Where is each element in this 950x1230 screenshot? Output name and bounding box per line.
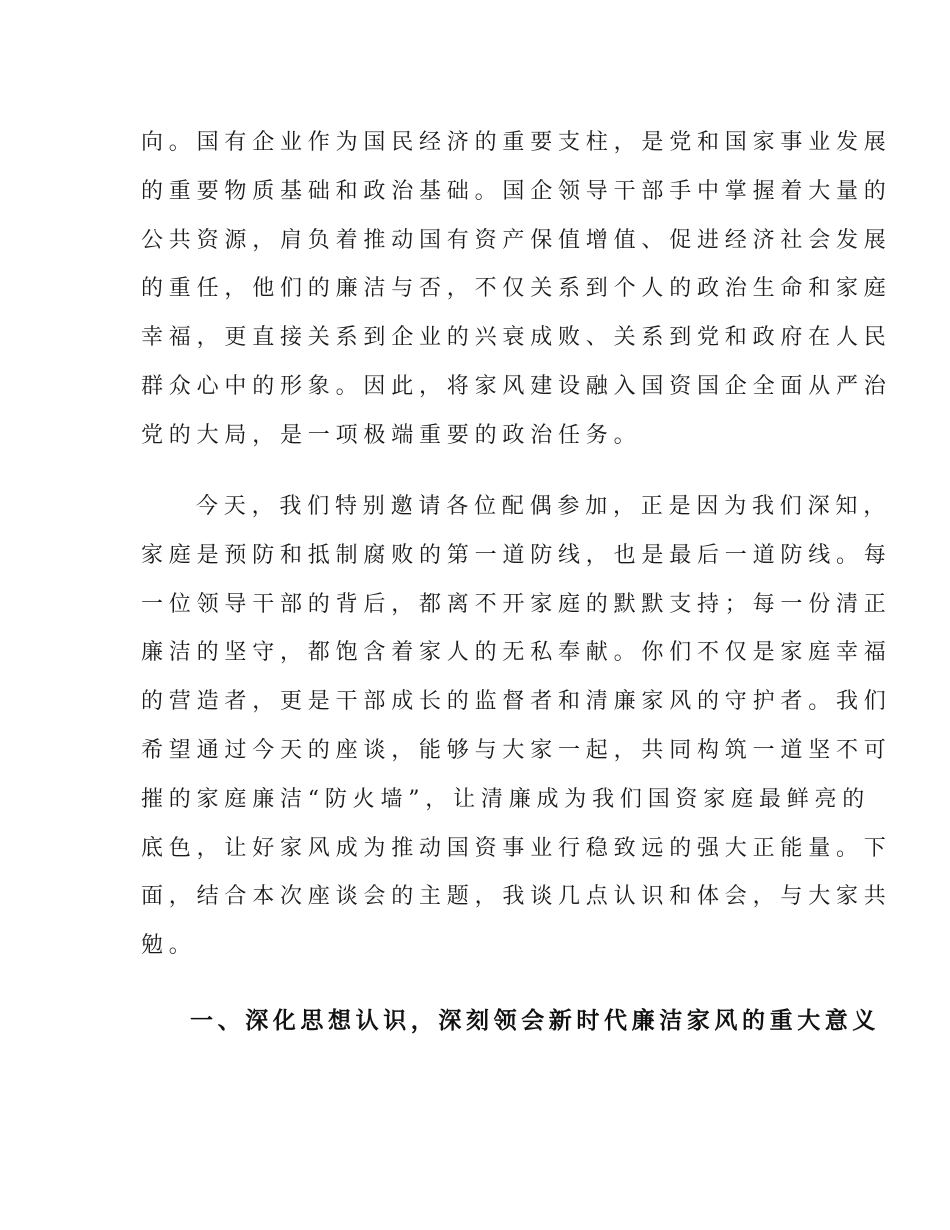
text-line: 的营造者，更是干部成长的监督者和清廉家风的守护者。我们 [141, 689, 892, 715]
paragraph-family-defense-line [141, 483, 892, 971]
text-line: 廉洁的坚守，都饱含着家人的无私奉献。你们不仅是家庭幸福 [141, 640, 892, 666]
text-line: 希望通过今天的座谈，能够与大家一起，共同构筑一道坚不可 [141, 737, 892, 763]
text-line: 幸福，更直接关系到企业的兴衰成败、关系到党和政府在人民 [141, 325, 892, 351]
paragraph-state-enterprise-importance [141, 119, 892, 461]
section-heading: 一、深化思想认识，深刻领会新时代廉洁家风的重大意义 [190, 1008, 880, 1034]
text-line: 党的大局，是一项极端重要的政治任务。 [141, 422, 642, 448]
text-line: 一位领导干部的背后，都离不开家庭的默默支持；每一份清正 [141, 591, 892, 617]
text-line: 摧的家庭廉洁“防火墙”，让清廉成为我们国资家庭最鲜亮的 [141, 786, 871, 812]
text-line: 的重任，他们的廉洁与否，不仅关系到个人的政治生命和家庭 [141, 276, 892, 302]
text-line: 底色，让好家风成为推动国资事业行稳致远的强大正能量。下 [141, 835, 892, 861]
text-line: 勉。 [141, 933, 197, 959]
text-line: 面，结合本次座谈会的主题，我谈几点认识和体会，与大家共 [141, 884, 892, 910]
text-line: 公共资源，肩负着推动国有资产保值增值、促进经济社会发展 [141, 227, 892, 253]
text-line: 群众心中的形象。因此，将家风建设融入国资国企全面从严治 [141, 373, 892, 399]
text-line: 家庭是预防和抵制腐败的第一道防线，也是最后一道防线。每 [141, 542, 892, 568]
text-line: 今天，我们特别邀请各位配偶参加，正是因为我们深知， [196, 494, 892, 519]
text-line: 向。国有企业作为国民经济的重要支柱，是党和国家事业发展 [141, 130, 892, 155]
text-line: 的重要物质基础和政治基础。国企领导干部手中掌握着大量的 [141, 178, 892, 204]
